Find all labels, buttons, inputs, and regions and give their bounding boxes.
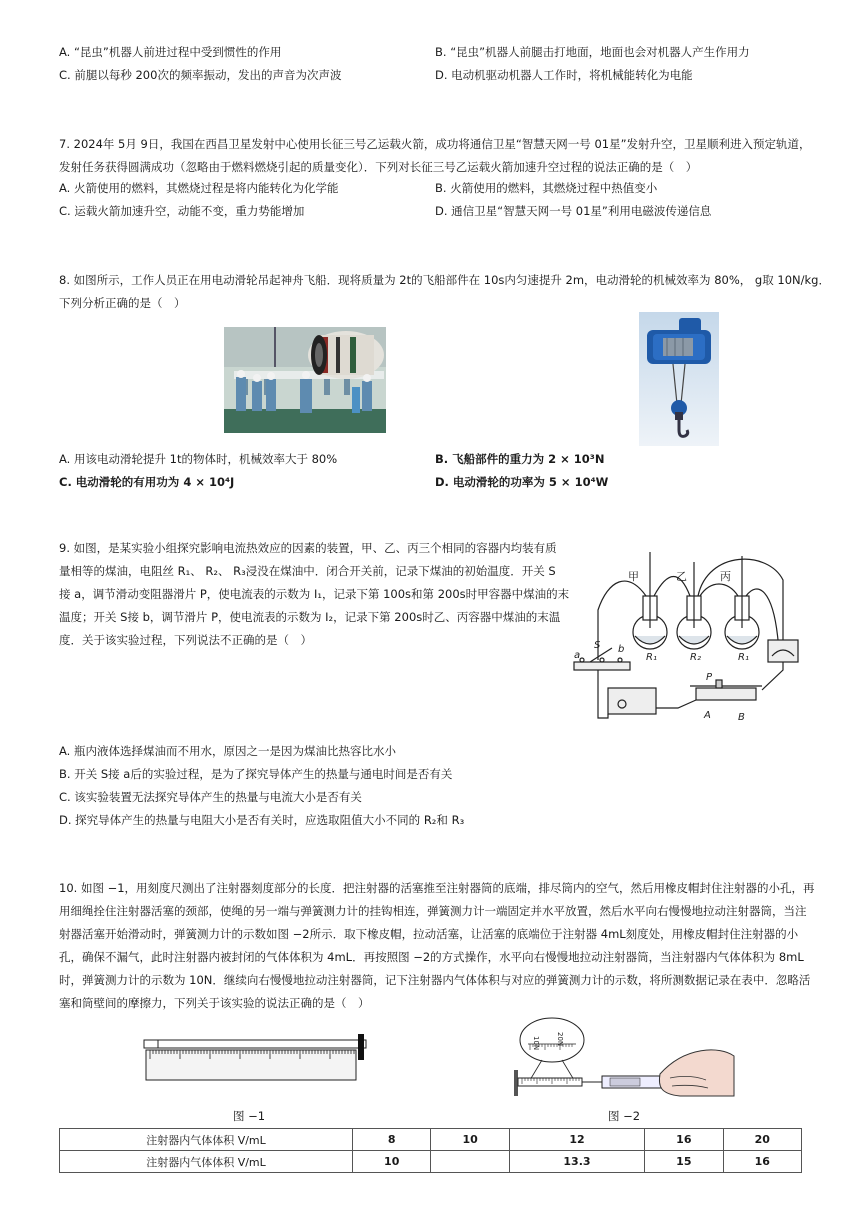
q10-stem-line3: 射器活塞开始滑动时，弹簧测力计的示数如图 −2所示．取下橡皮帽，拉动活塞，让活塞的底端位于注射器 4mL刻度处，用橡皮帽封住注射器的小 (59, 927, 799, 941)
q6-option-a: A. “昆虫”机器人前进过程中受到惯性的作用 (59, 45, 282, 59)
q10-stem-line6: 塞和筒壁间的摩擦力，下列关于该实验的说法正确的是（ ） (59, 996, 370, 1010)
label-bing: 丙 (720, 570, 731, 583)
table-cell: 8 (353, 1129, 431, 1151)
q9-stem-line5: 度．关于该实验过程，下列说法不正确的是（ ） (59, 633, 312, 647)
q9-stem-line4: 温度；开关 S接 b，调节滑片 P，使电流表的示数为 I₂，记录下第 200s时乙、丙容器中煤油的末温 (59, 610, 561, 624)
q9-option-b: B. 开关 S接 a后的实验过程，是为了探究导体产生的热量与通电时间是否有关 (59, 767, 453, 781)
label-slider-p: P (706, 672, 713, 683)
label-r1-right: R₁ (738, 652, 749, 663)
table-cell: 13.3 (509, 1151, 644, 1173)
gauge-label-10n: 10N (532, 1036, 540, 1051)
electric-hoist-image (639, 312, 719, 446)
q8-option-b: B. 飞船部件的重力为 2 × 10³N (435, 452, 605, 466)
q10-stem-line5: 时，弹簧测力计的示数为 10N．继续向右慢慢地拉动注射器筒，记下注射器内气体体积与对应的弹簧测力计的示数，将所测数据记录在表中．忽略活 (59, 973, 811, 987)
table-cell: 10 (431, 1129, 509, 1151)
table-row-header: 注射器内气体体积 V/mL (60, 1151, 353, 1173)
q9-stem-line3: 接 a，调节滑动变阻器滑片 P，使电流表的示数为 I₁，记录下第 100s和第 200s时甲容器中煤油的末 (59, 587, 570, 601)
label-jia: 甲 (628, 570, 639, 583)
q7-stem-line1: 7. 2024年 5月 9日，我国在西昌卫星发射中心使用长征三号乙运载火箭，成功将通信卫星“智慧天网一号 01星”发射升空，卫星顺利进入预定轨道， (59, 137, 811, 151)
ruler-syringe-figure (128, 1030, 376, 1086)
q8-stem-line2: 下列分析正确的是（ ） (59, 296, 186, 310)
label-r1-left: R₁ (646, 652, 657, 663)
q7-option-a: A. 火箭使用的燃料，其燃烧过程是将内能转化为化学能 (59, 181, 339, 195)
q7-stem-line2: 发射任务获得圆满成功（忽略由于燃料燃烧引起的质量变化）．下列对长征三号乙运载火箭加速升空过程的说法正确的是（ ） (59, 160, 698, 174)
q9-stem-line1: 9. 如图，是某实验小组探究影响电流热效应的因素的装置，甲、乙、丙三个相同的容器内均装有质 (59, 541, 557, 555)
label-yi: 乙 (676, 570, 687, 583)
table-cell: 15 (645, 1151, 723, 1173)
figure-2-caption: 图 −2 (608, 1109, 641, 1123)
label-switch-s: S (594, 640, 601, 651)
gauge-label-20n: 20N (556, 1032, 564, 1047)
table-cell: 16 (723, 1151, 801, 1173)
spacecraft-photo (224, 327, 386, 433)
table-cell: 10 (353, 1151, 431, 1173)
table-cell: 12 (509, 1129, 644, 1151)
q6-option-d: D. 电动机驱动机器人工作时，将机械能转化为电能 (435, 68, 693, 82)
q9-stem-line2: 量相等的煤油，电阻丝 R₁、 R₂、 R₃浸没在煤油中．闭合开关前，记录下煤油的初始温度．开关 S (59, 564, 556, 578)
table-cell (431, 1151, 509, 1173)
q10-stem-line1: 10. 如图 −1，用刻度尺测出了注射器刻度部分的长度．把注射器的活塞推至注射器筒的底端，排尽筒内的空气，然后用橡皮帽封住注射器的小孔，再 (59, 881, 815, 895)
label-contact-a: a (574, 650, 581, 661)
label-terminal-b: B (738, 712, 745, 722)
label-terminal-a: A (704, 710, 711, 721)
label-r2: R₂ (690, 652, 701, 663)
table-cell: 20 (723, 1129, 801, 1151)
q7-option-d: D. 通信卫星“智慧天网一号 01星”利用电磁波传递信息 (435, 204, 712, 218)
table-row (60, 1129, 802, 1151)
q7-option-c: C. 运载火箭加速升空，动能不变，重力势能增加 (59, 204, 305, 218)
table-row (60, 1151, 802, 1173)
q8-stem-line1: 8. 如图所示，工作人员正在用电动滑轮吊起神舟飞船．现将质量为 2t的飞船部件在 10s内匀速提升 2m，电动滑轮的机械效率为 80%， g取 10N/kg． (59, 273, 830, 287)
table-cell: 16 (645, 1129, 723, 1151)
q6-option-c: C. 前腿以每秒 200次的频率振动，发出的声音为次声波 (59, 68, 342, 82)
q9-option-c: C. 该实验装置无法探究导体产生的热量与电流大小是否有关 (59, 790, 362, 804)
table-row-header: 注射器内气体体积 V/mL (60, 1129, 353, 1151)
q8-option-d: D. 电动滑轮的功率为 5 × 10⁴W (435, 475, 609, 489)
q6-option-b: B. “昆虫”机器人前腿击打地面，地面也会对机器人产生作用力 (435, 45, 750, 59)
q9-option-d: D. 探究导体产生的热量与电阻大小是否有关时，应选取阻值大小不同的 R₂和 R₃ (59, 813, 465, 827)
volume-force-table (59, 1128, 802, 1173)
q10-stem-line4: 孔，确保不漏气，此时注射器内被封闭的气体体积为 4mL．再按照图 −2的方式操作，水平向右慢慢地拉动注射器筒，当注射器内气体体积为 8mL (59, 950, 804, 964)
spring-scale-figure (510, 1016, 740, 1104)
circuit-diagram (568, 540, 808, 722)
q8-option-c: C. 电动滑轮的有用功为 4 × 10⁴J (59, 475, 235, 489)
q7-option-b: B. 火箭使用的燃料，其燃烧过程中热值变小 (435, 181, 658, 195)
q9-option-a: A. 瓶内液体选择煤油而不用水，原因之一是因为煤油比热容比水小 (59, 744, 396, 758)
q8-option-a: A. 用该电动滑轮提升 1t的物体时，机械效率大于 80% (59, 452, 338, 466)
q10-stem-line2: 用细绳拴住注射器活塞的颈部，使绳的另一端与弹簧测力计的挂钩相连，弹簧测力计一端固定并水平放置，然后水平向右慢慢地拉动注射器筒，当注 (59, 904, 807, 918)
figure-1-caption: 图 −1 (233, 1109, 266, 1123)
label-contact-b: b (618, 644, 625, 655)
